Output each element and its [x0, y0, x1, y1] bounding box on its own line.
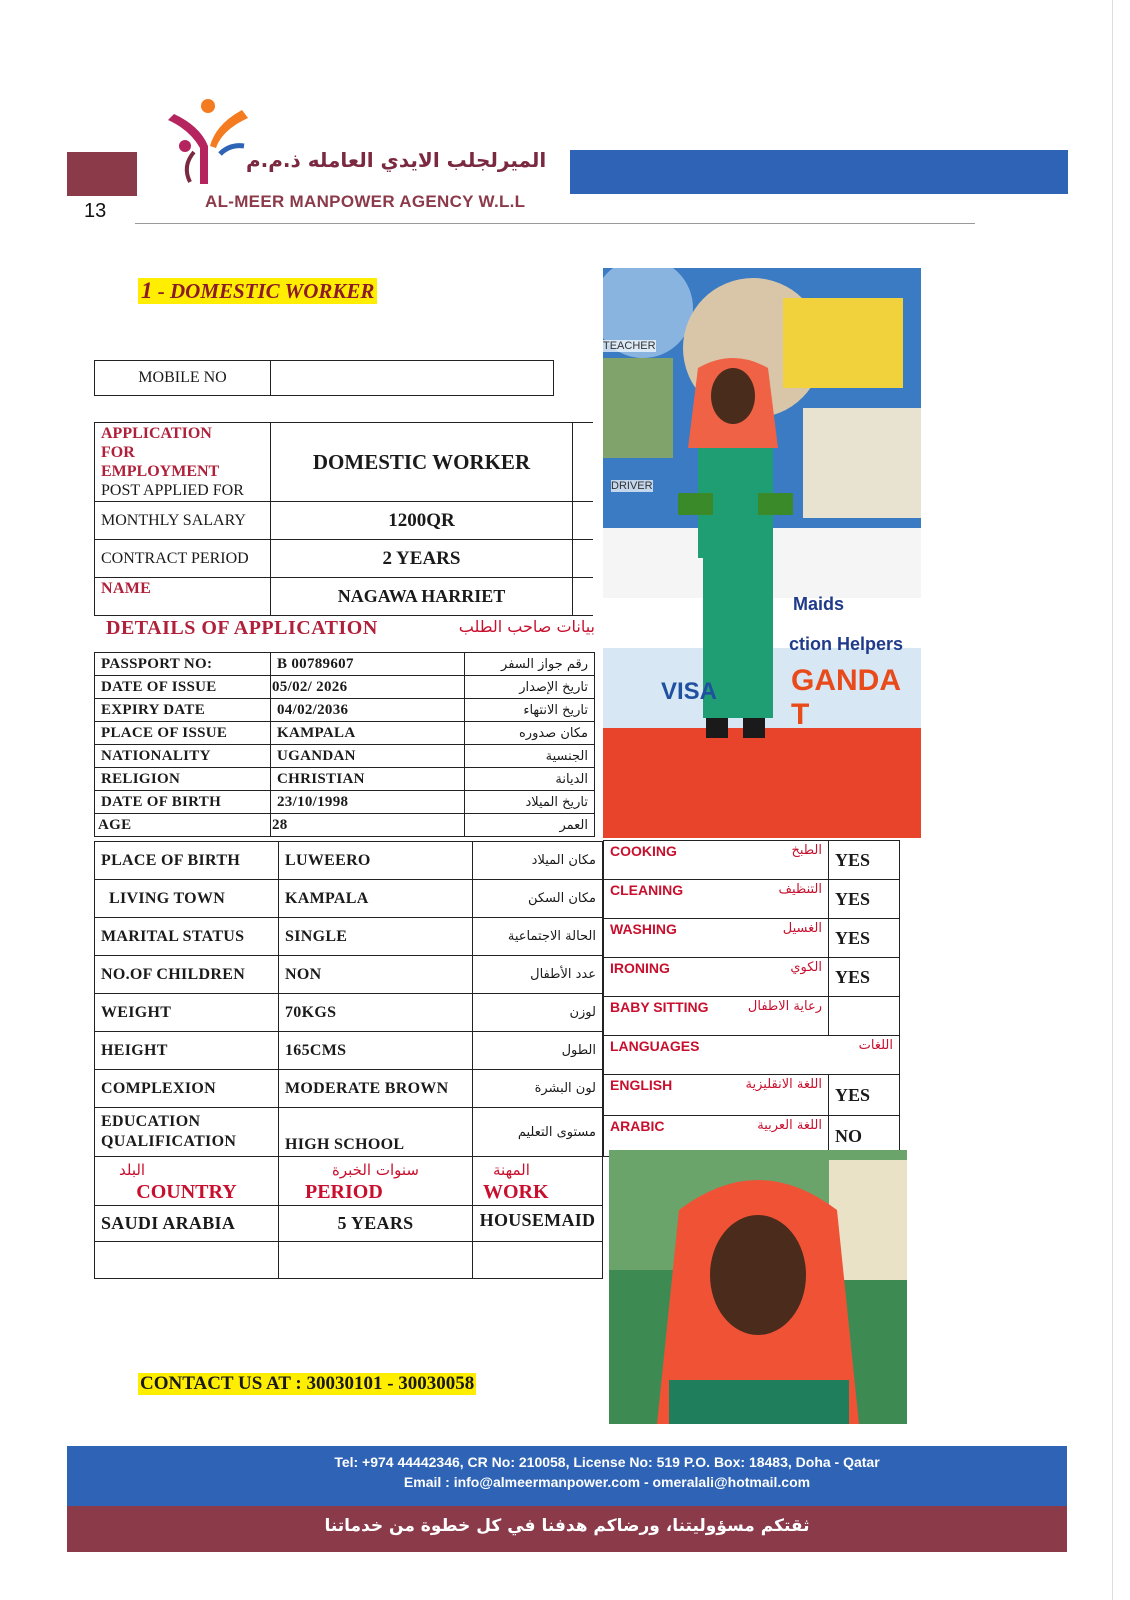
experience-empty-row — [95, 1242, 279, 1279]
skill-value: YES — [829, 919, 900, 958]
skill-value: YES — [829, 1075, 900, 1116]
country-header-ar: البلد — [119, 1161, 146, 1179]
skill-name: LANGUAGES — [610, 1038, 700, 1054]
mobile-value — [271, 361, 554, 396]
footer-address: Tel: +974 44442346, CR No: 210058, License No: 519 P.O. Box: 18483, Doha - Qatar — [334, 1454, 880, 1470]
detail-label-arabic: تاريخ الميلاد — [465, 791, 595, 814]
section-title-text: - DOMESTIC WORKER — [152, 279, 375, 303]
section-title — [138, 278, 377, 304]
detail-label-arabic: العمر — [465, 814, 595, 837]
page-edge — [1112, 0, 1113, 1600]
portrait-illustration — [609, 1150, 907, 1424]
detail-row — [95, 745, 595, 768]
skill-name-arabic: اللغات — [858, 1038, 893, 1053]
detail-label-arabic: تاريخ الانتهاء — [465, 699, 595, 722]
skill-name-cell — [604, 919, 829, 958]
detail-row — [95, 676, 595, 699]
period-header-ar: سنوات الخبرة — [332, 1161, 419, 1179]
detail-label-arabic: لوزن — [473, 994, 603, 1032]
skill-name-cell — [604, 880, 829, 919]
details-title: DETAILS OF APPLICATION — [106, 617, 378, 639]
detail-label: PLACE OF ISSUE — [95, 722, 271, 745]
detail-label: HEIGHT — [95, 1032, 279, 1070]
skill-name-arabic: الغسيل — [782, 921, 822, 936]
application-table — [94, 422, 593, 616]
agency-name-english: AL-MEER MANPOWER AGENCY W.L.L — [205, 192, 526, 211]
country-header — [95, 1157, 279, 1206]
detail-label-arabic: لون البشرة — [473, 1070, 603, 1108]
experience-work: HOUSEMAID — [473, 1206, 603, 1242]
detail-value: 70KGS — [279, 994, 473, 1032]
name-value: NAGAWA HARRIET — [271, 578, 573, 616]
application-label: APPLICATION FOR EMPLOYMENT — [101, 425, 220, 480]
detail-row — [95, 1070, 603, 1108]
contact-numbers: CONTACT US AT : 30030101 - 30030058 — [140, 1373, 475, 1394]
detail-label: RELIGION — [95, 768, 271, 791]
skill-value: YES — [829, 880, 900, 919]
detail-value: LUWEERO — [279, 842, 473, 880]
skill-name-cell — [604, 1036, 900, 1075]
detail-label-arabic: الحالة الاجتماعية — [473, 918, 603, 956]
detail-label: PASSPORT NO: — [95, 653, 271, 676]
detail-label-arabic: مكان صدوره — [465, 722, 595, 745]
applicant-full-photo — [603, 268, 921, 838]
detail-row — [95, 842, 603, 880]
period-header — [279, 1157, 473, 1206]
detail-row — [95, 653, 595, 676]
skill-name-arabic: الطبخ — [791, 843, 822, 858]
work-header-ar: المهنة — [493, 1161, 530, 1179]
post-applied-label: POST APPLIED FOR — [101, 482, 244, 499]
detail-label: WEIGHT — [95, 994, 279, 1032]
detail-label: COMPLEXION — [95, 1070, 279, 1108]
agency-name-arabic: الميرلجلب الايدي العامله ذ.م.م — [246, 148, 547, 172]
skill-row — [604, 880, 900, 919]
contract-label: CONTRACT PERIOD — [95, 540, 271, 578]
detail-row — [95, 791, 595, 814]
skills-table — [603, 840, 900, 1157]
skill-value — [829, 997, 900, 1036]
work-header-en: WORK — [483, 1181, 549, 1203]
skill-name-arabic: رعاية الاطفال — [747, 999, 822, 1014]
detail-label-arabic: مكان السكن — [473, 880, 603, 918]
photo-label-driver: DRIVER — [611, 480, 653, 492]
skill-name-arabic: اللغة الانقليزية — [745, 1077, 822, 1092]
photo-label-helpers: ction Helpers — [789, 634, 904, 654]
contract-value: 2 YEARS — [271, 540, 573, 578]
skill-row — [604, 841, 900, 880]
skill-value: YES — [829, 841, 900, 880]
skill-name-cell — [604, 958, 829, 997]
detail-row — [95, 880, 603, 918]
section-number: 1 — [141, 278, 153, 303]
skill-value: YES — [829, 958, 900, 997]
experience-period: 5 YEARS — [279, 1206, 473, 1242]
detail-label: NO.OF CHILDREN — [95, 956, 279, 994]
skill-name: BABY SITTING — [610, 999, 709, 1015]
skill-name-arabic: اللغة العربية — [757, 1118, 822, 1133]
details-table-large — [94, 841, 603, 1279]
skill-row — [604, 1075, 900, 1116]
detail-label-arabic: الطول — [473, 1032, 603, 1070]
photo-label-maids: Maids — [793, 594, 845, 614]
applicant-portrait-photo — [609, 1150, 907, 1424]
skill-name: WASHING — [610, 921, 677, 937]
details-table — [94, 652, 595, 837]
country-header-en: COUNTRY — [136, 1181, 237, 1203]
mobile-table — [94, 360, 554, 396]
detail-row — [95, 956, 603, 994]
application-label-cell — [95, 423, 271, 502]
detail-value: UGANDAN — [271, 745, 465, 768]
page-number: 13 — [84, 200, 107, 222]
skill-value: NO — [829, 1116, 900, 1157]
detail-label: AGE — [95, 814, 271, 837]
detail-label-arabic: رقم جواز السفر — [465, 653, 595, 676]
detail-value: 05/02/ 2026 — [271, 676, 465, 699]
skill-row — [604, 919, 900, 958]
detail-label-arabic: الجنسية — [465, 745, 595, 768]
skill-name-arabic: الكوي — [790, 960, 822, 975]
detail-label-arabic: مكان الميلاد — [473, 842, 603, 880]
detail-value: MODERATE BROWN — [279, 1070, 473, 1108]
detail-row — [95, 994, 603, 1032]
footer-slogan: ثقتكم مسؤوليتنا، ورضاكم هدفنا في كل خطوة من خدماتنا — [324, 1516, 810, 1536]
skill-name-cell — [604, 997, 829, 1036]
detail-value: NON — [279, 956, 473, 994]
skill-row — [604, 997, 900, 1036]
skill-name-arabic: التنظيف — [778, 882, 822, 897]
photo-label-visa: VISA — [661, 678, 718, 705]
period-header-en: PERIOD — [305, 1181, 383, 1203]
detail-value: KAMPALA — [271, 722, 465, 745]
full-photo-illustration — [603, 268, 921, 838]
detail-row — [95, 699, 595, 722]
details-title-arabic: بيانات صاحب الطلب — [458, 617, 595, 636]
detail-value: 28 — [271, 814, 465, 837]
footer-slogan-band — [67, 1506, 1067, 1552]
detail-label: DATE OF ISSUE — [95, 676, 271, 699]
education-label: EDUCATION QUALIFICATION — [95, 1108, 279, 1157]
detail-label-arabic: الديانة — [465, 768, 595, 791]
detail-label-arabic: عدد الأطفال — [473, 956, 603, 994]
detail-label: NATIONALITY — [95, 745, 271, 768]
detail-row — [95, 814, 595, 837]
education-label-arabic: مستوى التعليم — [473, 1108, 603, 1157]
skill-name: IRONING — [610, 960, 670, 976]
detail-value: 165CMS — [279, 1032, 473, 1070]
detail-label: MARITAL STATUS — [95, 918, 279, 956]
detail-label: LIVING TOWN — [95, 880, 279, 918]
name-label: NAME — [95, 578, 271, 616]
skill-name: COOKING — [610, 843, 677, 859]
detail-value: CHRISTIAN — [271, 768, 465, 791]
header-left-bar — [67, 152, 137, 196]
detail-value: 04/02/2036 — [271, 699, 465, 722]
skill-name: ARABIC — [610, 1118, 665, 1134]
detail-value: B 00789607 — [271, 653, 465, 676]
detail-label-arabic: تاريخ الإصدار — [465, 676, 595, 699]
header-divider — [135, 223, 975, 224]
detail-value: KAMPALA — [279, 880, 473, 918]
skill-name: ENGLISH — [610, 1077, 673, 1093]
detail-row — [95, 918, 603, 956]
salary-label: MONTHLY SALARY — [95, 502, 271, 540]
skill-row — [604, 958, 900, 997]
footer-email: Email : info@almeermanpower.com - omeralali@hotmail.com — [403, 1474, 811, 1490]
post-value: DOMESTIC WORKER — [271, 423, 573, 502]
work-header — [473, 1157, 603, 1206]
photo-label-teacher: TEACHER — [603, 340, 656, 352]
detail-value: 23/10/1998 — [271, 791, 465, 814]
detail-label: PLACE OF BIRTH — [95, 842, 279, 880]
experience-country: SAUDI ARABIA — [95, 1206, 279, 1242]
agency-logo — [160, 96, 270, 188]
detail-label: DATE OF BIRTH — [95, 791, 271, 814]
photo-label-uganda: GANDA T — [791, 664, 900, 731]
detail-value: SINGLE — [279, 918, 473, 956]
header-right-bar — [570, 150, 1068, 194]
salary-value: 1200QR — [271, 502, 573, 540]
skill-name: CLEANING — [610, 882, 684, 898]
skill-name-cell — [604, 841, 829, 880]
skill-name-cell — [604, 1075, 829, 1116]
detail-row — [95, 722, 595, 745]
skill-row — [604, 1036, 900, 1075]
detail-row — [95, 1032, 603, 1070]
footer-contact-band — [67, 1446, 1067, 1506]
detail-label: EXPIRY DATE — [95, 699, 271, 722]
detail-row — [95, 768, 595, 791]
mobile-label: MOBILE NO — [95, 361, 271, 396]
education-value: HIGH SCHOOL — [279, 1108, 473, 1157]
